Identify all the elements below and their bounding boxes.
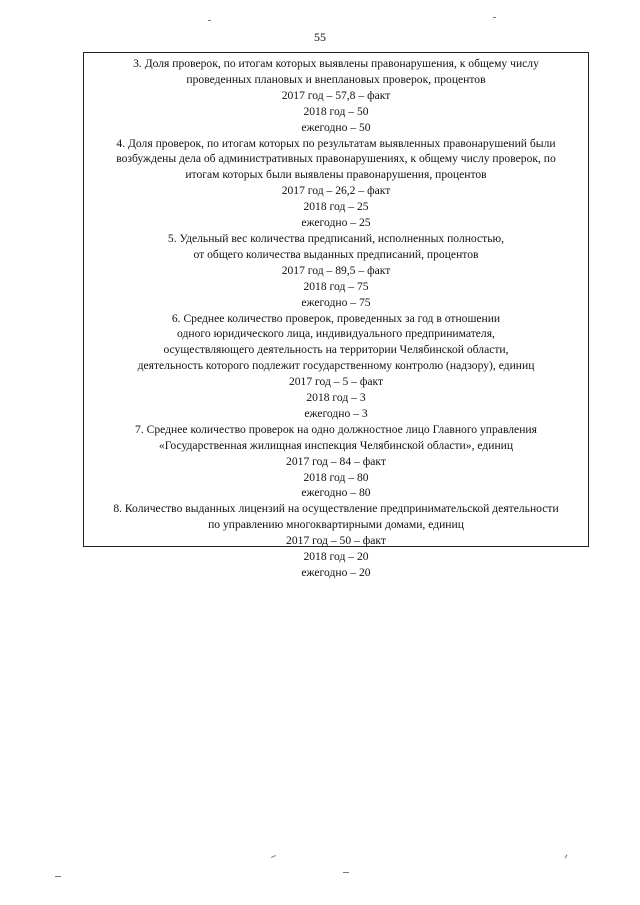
scan-mark bbox=[271, 855, 276, 858]
indicator-value-line: 2017 год – 84 – факт bbox=[286, 454, 386, 468]
indicator-value-line: ежегодно – 20 bbox=[301, 566, 371, 579]
indicator-value-line: 2018 год – 75 bbox=[303, 279, 369, 293]
indicator-value-line: ежегодно – 80 bbox=[301, 486, 371, 500]
scan-mark bbox=[208, 20, 211, 21]
indicator-value-line: 2018 год – 3 bbox=[306, 391, 366, 405]
indicator-8 bbox=[84, 501, 588, 581]
scan-mark bbox=[55, 876, 61, 877]
indicator-4 bbox=[84, 136, 588, 231]
indicator-title-line: 8. Количество выданных лицензий на осуществление предпринимательской деятельности bbox=[113, 502, 559, 516]
indicator-value-line: ежегодно – 50 bbox=[301, 120, 371, 134]
page-number: 55 bbox=[314, 30, 326, 44]
indicator-value-line: 2017 год – 26,2 – факт bbox=[281, 184, 391, 198]
indicator-7 bbox=[84, 422, 588, 502]
indicator-3 bbox=[84, 56, 588, 136]
indicator-value-line: 2018 год – 25 bbox=[303, 200, 369, 214]
indicator-6 bbox=[84, 311, 588, 422]
scan-mark bbox=[565, 855, 568, 859]
indicator-title-line: деятельность которого подлежит государственному контролю (надзору), единиц bbox=[137, 359, 535, 373]
scan-mark bbox=[343, 872, 349, 873]
indicator-value-line: 2018 год – 80 bbox=[303, 470, 369, 484]
indicators-table bbox=[83, 52, 589, 579]
indicator-value-line: 2017 год – 50 – факт bbox=[286, 534, 386, 548]
indicator-title-line: 6. Среднее количество проверок, проведенных за год в отношении bbox=[171, 311, 501, 325]
indicator-5 bbox=[84, 231, 588, 311]
indicator-value-line: 2018 год – 20 bbox=[303, 550, 369, 564]
indicator-value-line: 2017 год – 89,5 – факт bbox=[281, 263, 391, 277]
scan-mark bbox=[493, 17, 496, 18]
indicator-title-line: одного юридического лица, индивидуального предпринимателя, bbox=[177, 327, 495, 341]
indicator-value-line: ежегодно – 3 bbox=[304, 406, 368, 420]
indicator-title-line: осуществляющего деятельность на территории Челябинской области, bbox=[163, 343, 509, 357]
indicator-title-line: по управлению многоквартирными домами, единиц bbox=[208, 518, 464, 532]
indicator-title-line: 4. Доля проверок, по итогам которых по результатам выявленных правонарушений были bbox=[116, 136, 556, 150]
indicator-value-line: 2018 год – 50 bbox=[303, 104, 369, 118]
indicator-title-line: 3. Доля проверок, по итогам которых выявлены правонарушения, к общему числу bbox=[133, 57, 539, 70]
indicator-title-line: «Государственная жилищная инспекция Челябинской области», единиц bbox=[158, 438, 514, 452]
indicator-value-line: 2017 год – 5 – факт bbox=[288, 375, 384, 389]
indicator-title-line: 7. Среднее количество проверок на одно должностное лицо Главного управления bbox=[135, 422, 537, 436]
indicator-title-line: 5. Удельный вес количества предписаний, исполненных полностью, bbox=[167, 231, 505, 245]
indicator-value-line: ежегодно – 25 bbox=[301, 216, 371, 230]
indicator-value-line: 2017 год – 57,8 – факт bbox=[281, 88, 391, 102]
indicator-title-line: возбуждены дела об административных правонарушениях, к общему числу проверок, по bbox=[116, 152, 556, 166]
indicator-title-line: итогам которых были выявлены правонарушения, процентов bbox=[185, 168, 487, 182]
indicator-title-line: проведенных плановых и внеплановых проверок, процентов bbox=[186, 72, 486, 86]
indicator-title-line: от общего количества выданных предписаний, процентов bbox=[193, 247, 479, 261]
indicator-value-line: ежегодно – 75 bbox=[301, 295, 371, 309]
